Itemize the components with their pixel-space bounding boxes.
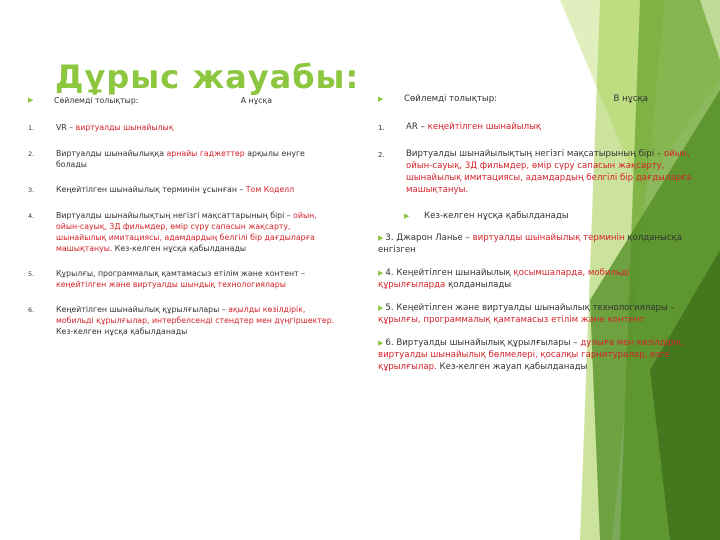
- answer-text: ақылды көзілдірік, мобильді құрылғылар, интербелсенді стендтер мен дүңгіршектер.: [56, 305, 335, 325]
- item-text: [56, 148, 338, 170]
- list-item: [378, 302, 698, 326]
- list-item: [378, 337, 698, 373]
- bullet-arrow-icon: ▶: [378, 95, 384, 103]
- slide-title: Дұрыс жауабы:: [55, 58, 360, 96]
- answer-text: арнайы гаджеттер: [166, 149, 245, 158]
- list-item: [28, 184, 338, 196]
- answer-text: кеңейтілген шынайылық: [427, 122, 542, 132]
- bullet-arrow-icon: ▶: [378, 269, 384, 277]
- question-text: Кеңейтілген шынайылық: [393, 268, 514, 278]
- task-label: Сөйлемді толықтыр:: [54, 96, 139, 105]
- question-text: Виртуалды шынайылықтың негізгі мақсаттарының бірі –: [56, 211, 294, 220]
- variant-a-answers: [28, 122, 338, 337]
- item-number: 3.: [385, 233, 394, 243]
- question-text: VR –: [56, 123, 76, 132]
- list-item: [28, 210, 338, 254]
- item-number: 6.: [28, 306, 35, 314]
- variant-b-answers: [378, 121, 698, 196]
- question-text: Кеңейтілген және виртуалды шынайылық технологиялары –: [393, 303, 675, 313]
- answer-text: виртуалды шынайылық: [75, 123, 174, 132]
- item-number: 5.: [385, 303, 394, 313]
- question-text: Құрылғы, программалық қамтамасыз етілім және контент –: [56, 269, 306, 278]
- item-text: [56, 184, 338, 196]
- question-text: Кез-келген нұсқа қабылданады: [112, 244, 247, 253]
- answer-text: ойын, ойын-сауық, 3Д фильмдер, өмір сүру сапасын жақсарту, шынайылық имитациясы, адамдардың белгілі бір дағдыларға машықтануы.: [406, 149, 692, 195]
- variant-label: А нұсқа: [240, 96, 272, 105]
- item-number: 4.: [28, 212, 35, 220]
- item-number: 1.: [378, 124, 385, 132]
- question-text: Кеңейтілген шынайылық терминін ұсынған –: [56, 185, 246, 194]
- item-number: 6.: [385, 338, 394, 348]
- answer-text: құрылғы, программалық қамтамасыз етілім және контент: [378, 315, 645, 325]
- question-text: Джарон Ланье –: [393, 233, 473, 243]
- bullet-arrow-icon: ▶: [404, 212, 410, 220]
- question-text: Кез-келген нұсқа қабылданады: [56, 327, 188, 336]
- question-text: арқылы енуге болады: [56, 149, 305, 169]
- bullet-arrow-icon: ▶: [378, 304, 384, 312]
- list-item: [378, 232, 698, 256]
- variant-b-column: [378, 93, 698, 384]
- question-text: Виртуалды шынайылықтың негізгі мақсатырының бірі –: [406, 149, 664, 159]
- answer-text: виртуалды шынайылық терминін: [472, 233, 625, 243]
- list-item: [28, 268, 338, 290]
- item-number: 3.: [28, 186, 35, 194]
- item-text: [406, 148, 698, 196]
- question-text: Виртуалды шынайылық құрылғылары –: [393, 338, 581, 348]
- bullet-arrow-icon: ▶: [378, 234, 384, 242]
- variant-a-column: [28, 95, 338, 351]
- item-number: 1.: [28, 124, 35, 132]
- list-item: [28, 148, 338, 170]
- item-number: 2.: [28, 150, 35, 158]
- any-answer-note: ▶ Кез-келген нұсқа қабылданады: [404, 211, 569, 221]
- bullet-arrow-icon: ▶: [28, 96, 34, 104]
- item-text: [56, 268, 338, 290]
- answer-text: ойын, ойын-сауық, 3Д фильмдер, өмір сүру сапасын жақсарту, шынайылық имитациясы, адамдардың белгілі бір дағдыларға машықтануы.: [56, 211, 317, 253]
- question-text: Кез-келген жауап қабылданады: [436, 362, 588, 372]
- list-item: [378, 267, 698, 291]
- answer-text: кеңейтілген және виртуалды шындық технологиялары: [56, 280, 286, 289]
- variant-a-header: [28, 95, 338, 106]
- list-item: [378, 148, 698, 196]
- list-item: [28, 122, 338, 134]
- item-text: [406, 121, 698, 134]
- variant-b-bullet-answers: [378, 232, 698, 373]
- list-item: [378, 121, 698, 134]
- variant-b-header: [378, 93, 698, 105]
- item-number: 5.: [28, 270, 35, 278]
- item-number: 4.: [385, 268, 394, 278]
- question-text: Кеңейтілген шынайылық құрылғылары –: [56, 305, 229, 314]
- question-text: қолданысқа енгізген: [378, 233, 683, 255]
- item-number: 2.: [378, 151, 385, 159]
- answer-text: дулыға мен көзілдірік, виртуалды шынайылық бөлмелері, қосалқы гарнитуралар, өзге құрылғылар.: [378, 338, 684, 372]
- task-label: Сөйлемді толықтыр:: [404, 94, 498, 104]
- answer-text: қосымшаларда, мобильді құрылғыларда: [378, 268, 630, 290]
- question-text: Виртуалды шынайылыққа: [56, 149, 167, 158]
- question-text: қолданылады: [445, 280, 512, 290]
- item-text: [56, 210, 338, 254]
- item-text: [56, 304, 338, 337]
- question-text: AR –: [406, 122, 428, 132]
- variant-label: В нұсқа: [613, 94, 648, 104]
- bullet-arrow-icon: ▶: [378, 339, 384, 347]
- answer-text: Том Коделл: [245, 185, 295, 194]
- item-text: [56, 122, 338, 134]
- list-item: [28, 304, 338, 337]
